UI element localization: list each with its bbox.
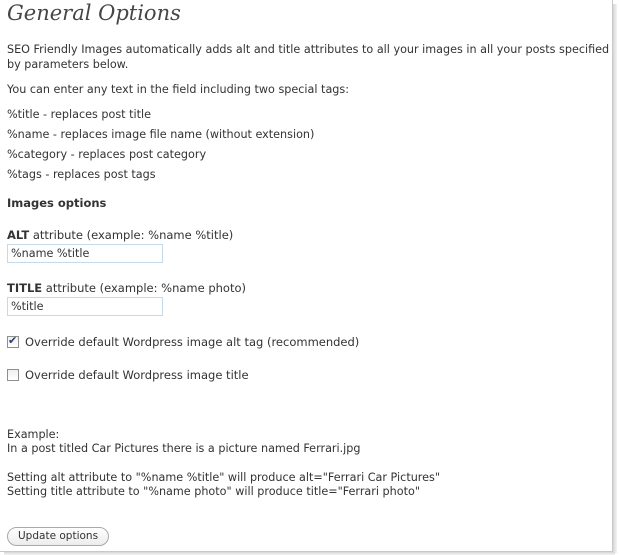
example-heading: Example: — [7, 428, 60, 441]
tag-title-help: %title - replaces post title — [7, 108, 151, 121]
alt-label-rest: attribute (example: %name %title) — [29, 228, 234, 242]
alt-attribute-label — [7, 228, 233, 242]
override-title-option[interactable] — [7, 368, 249, 382]
override-alt-option[interactable] — [7, 335, 359, 349]
alt-label-bold: ALT — [7, 228, 30, 242]
example-line-post: In a post titled Car Pictures there is a picture named Ferrari.jpg — [7, 442, 361, 455]
images-options-heading: Images options — [7, 196, 107, 210]
tag-name-help: %name - replaces image file name (without extension) — [7, 128, 315, 141]
example-line-title: Setting title attribute to "%name photo" will produce title="Ferrari photo" — [7, 485, 420, 498]
override-title-checkbox[interactable] — [7, 369, 19, 381]
title-label-bold: TITLE — [7, 281, 43, 295]
override-title-label: Override default Wordpress image title — [25, 368, 249, 382]
title-attribute-input[interactable] — [7, 297, 163, 316]
page-title: General Options — [7, 1, 181, 25]
override-alt-label: Override default Wordpress image alt tag (recommended) — [25, 335, 360, 349]
override-alt-checkbox[interactable] — [7, 336, 19, 348]
alt-attribute-input[interactable] — [7, 244, 163, 263]
plugin-description: SEO Friendly Images automatically adds alt and title attributes to all your images in all your posts specified by parameters below. — [7, 43, 610, 71]
tag-tags-help: %tags - replaces post tags — [7, 168, 156, 181]
update-options-button[interactable]: Update options — [7, 527, 109, 546]
tags-intro: You can enter any text in the field including two special tags: — [7, 83, 349, 96]
title-label-rest: attribute (example: %name photo) — [42, 281, 246, 295]
example-line-alt: Setting alt attribute to "%name %title" will produce alt="Ferrari Car Pictures" — [7, 471, 441, 484]
tag-category-help: %category - replaces post category — [7, 148, 207, 161]
title-attribute-label — [7, 281, 246, 295]
panel-shadow-right — [613, 4, 617, 553]
checkmark-icon: ✔ — [8, 334, 18, 347]
